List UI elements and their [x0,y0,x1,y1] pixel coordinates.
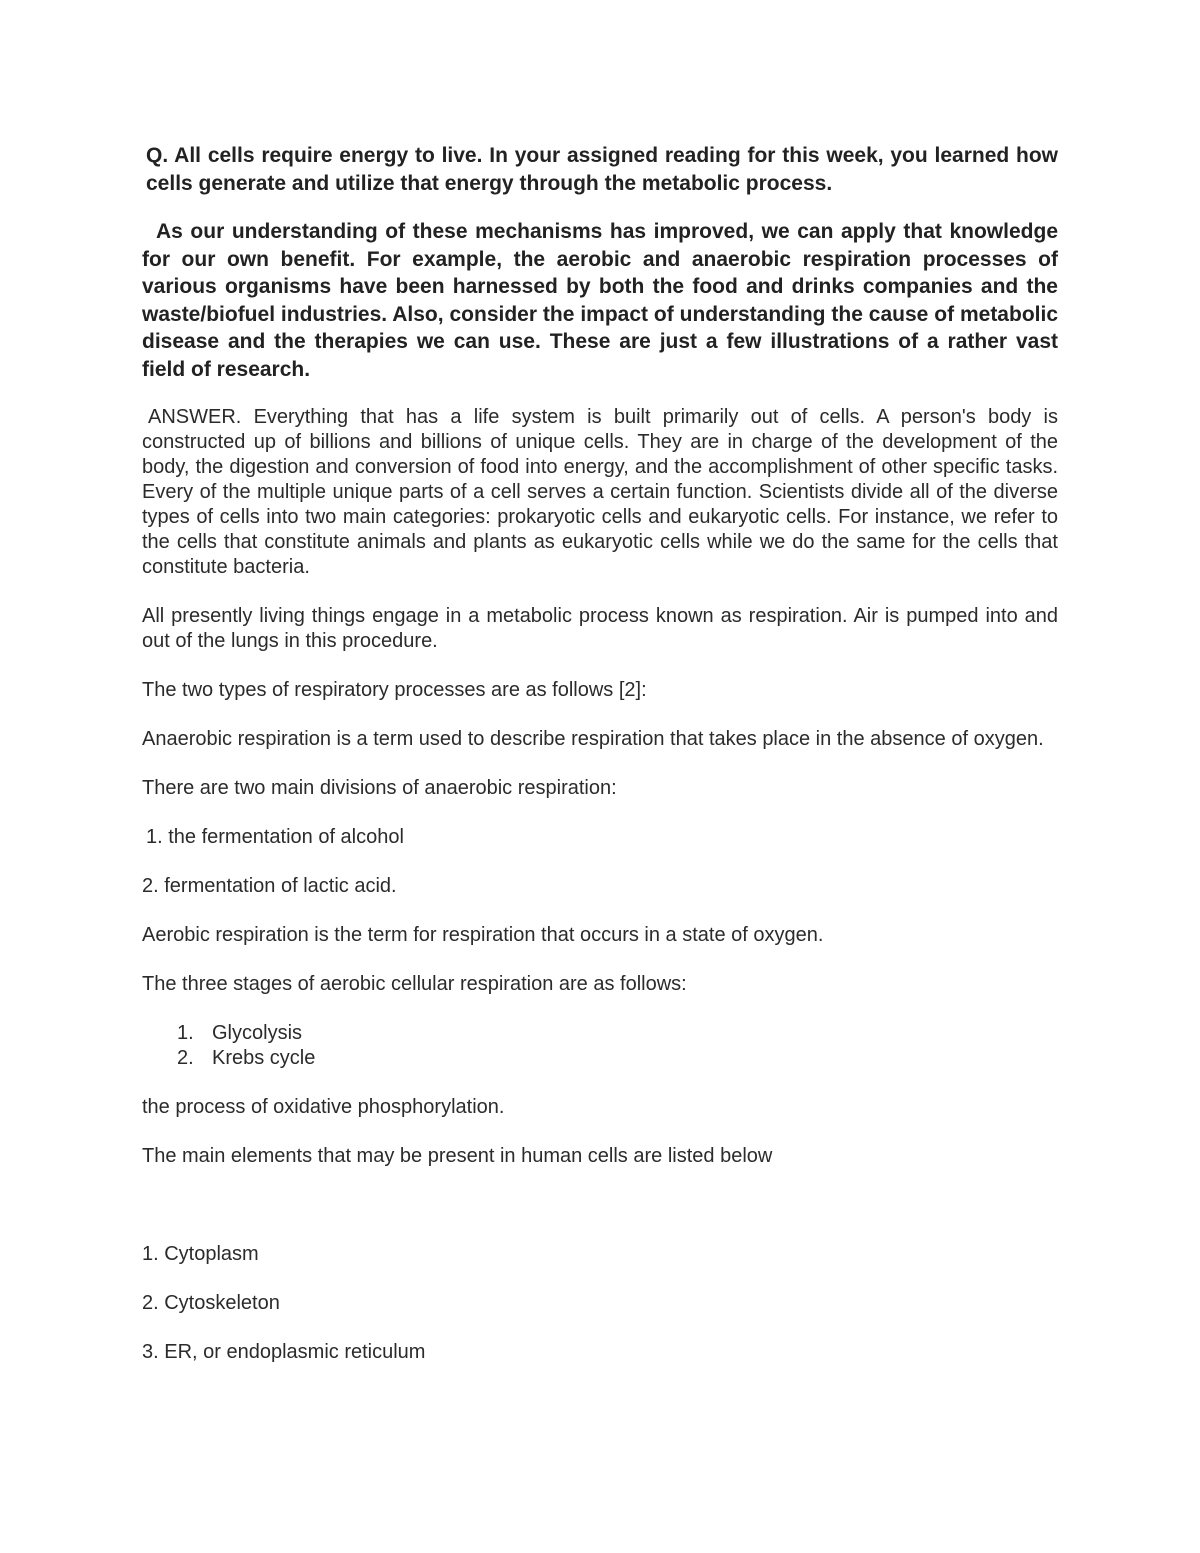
anaerobic-division-1: 1. the fermentation of alcohol [146,826,404,848]
document-page [142,142,1058,1389]
cell-elements-intro: The main elements that may be present in human cells are listed below [142,1145,773,1167]
anaerobic-division-2: 2. fermentation of lactic acid. [142,875,397,897]
cell-element-1: 1. Cytoplasm [142,1243,259,1265]
anaerobic-definition: Anaerobic respiration is a term used to describe respiration that takes place in the absence of oxygen. [142,728,1044,750]
list-item-text: Glycolysis [212,1022,303,1044]
cell-element-2: 2. Cytoskeleton [142,1292,280,1314]
question-paragraph-1: Q. All cells require energy to live. In your assigned reading for this week, you learned how cells generate and utilize that energy through the metabolic process. [146,144,1058,195]
anaerobic-divisions-intro: There are two main divisions of anaerobic respiration: [142,777,617,799]
aerobic-definition: Aerobic respiration is the term for respiration that occurs in a state of oxygen. [142,924,824,946]
cell-element-3: 3. ER, or endoplasmic reticulum [142,1341,426,1363]
aerobic-stages-intro: The three stages of aerobic cellular respiration are as follows: [142,973,687,995]
blank-space [142,1193,1058,1242]
list-item [142,1046,1058,1071]
question-paragraph-2: As our understanding of these mechanisms has improved, we can apply that knowledge for our own benefit. For example, the aerobic and anaerobic respiration processes of various organisms have been harnessed by both the food and drinks companies and the waste/biofuel industries. Also, consider the impact of understanding the cause of metabolic disease and the therapies we can use. These are just a few illustrations of a rather vast field of research. [142,220,1058,381]
respiration-types-intro: The two types of respiratory processes are as follows [2]: [142,679,647,701]
answer-paragraph: ANSWER. Everything that has a life system is built primarily out of cells. A person's body is constructed up of billions and billions of unique cells. They are in charge of the development of the body, the digestion and conversion of food into energy, and the accomplishment of other specific tasks. Every of the multiple unique parts of a cell serves a certain function. Scientists divide all of the diverse types of cells into two main categories: prokaryotic cells and eukaryotic cells. For instance, we refer to the cells that constitute animals and plants as eukaryotic cells while we do the same for the cells that constitute bacteria. [142,406,1058,578]
list-item [142,1021,1058,1046]
list-item-text: Krebs cycle [212,1047,316,1069]
list-item-number: 2. [177,1047,194,1069]
respiration-paragraph: All presently living things engage in a metabolic process known as respiration. Air is pumped into and out of the lungs in this procedure. [142,605,1058,652]
aerobic-stages-list [142,1021,1058,1071]
oxidative-phosphorylation-line: the process of oxidative phosphorylation. [142,1096,505,1118]
list-item-number: 1. [177,1022,194,1044]
